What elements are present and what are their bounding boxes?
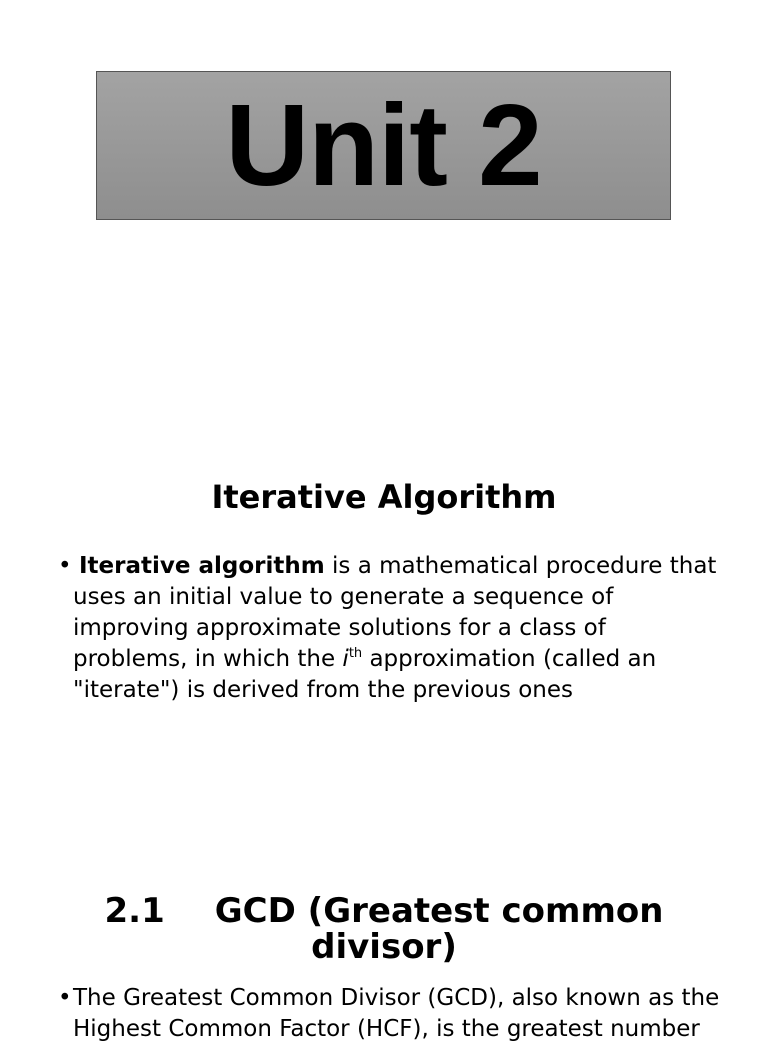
line-text: problems, in which the	[73, 646, 343, 672]
unit-title: Unit 2	[225, 79, 542, 210]
gcd-heading-line	[0, 893, 768, 929]
heading-text: GCD (Greatest common	[214, 891, 664, 931]
bullet-line: "iterate") is derived from the previous ones	[73, 677, 573, 703]
line-text: approximation (called an	[362, 646, 657, 672]
bullet-marker: •	[58, 985, 72, 1011]
bullet-line	[73, 644, 708, 675]
iterative-algorithm-heading: Iterative Algorithm	[211, 478, 557, 516]
section-number: 2.1	[104, 891, 165, 931]
superscript: th	[348, 646, 363, 661]
bullet-line: Highest Common Factor (HCF), is the greatest number	[73, 1016, 700, 1042]
iterative-definition-bullet	[58, 551, 717, 706]
bold-term: Iterative algorithm	[79, 553, 325, 579]
gcd-heading	[0, 893, 768, 965]
bullet-text	[58, 551, 717, 706]
bullet-line: uses an initial value to generate a sequence of	[73, 584, 614, 610]
bullet-line: improving approximate solutions for a class of	[73, 615, 606, 641]
bullet-line: The Greatest Common Divisor (GCD), also known as the	[73, 985, 720, 1011]
line-text: is a mathematical procedure that	[324, 553, 717, 579]
unit-title-box	[96, 71, 671, 220]
bullet-text	[58, 983, 738, 1045]
italic-variable: i	[342, 646, 349, 672]
bullet-line	[73, 551, 717, 582]
gcd-heading-line: divisor)	[311, 927, 457, 967]
bullet-marker: •	[58, 553, 72, 579]
gcd-definition-bullet	[58, 983, 738, 1045]
